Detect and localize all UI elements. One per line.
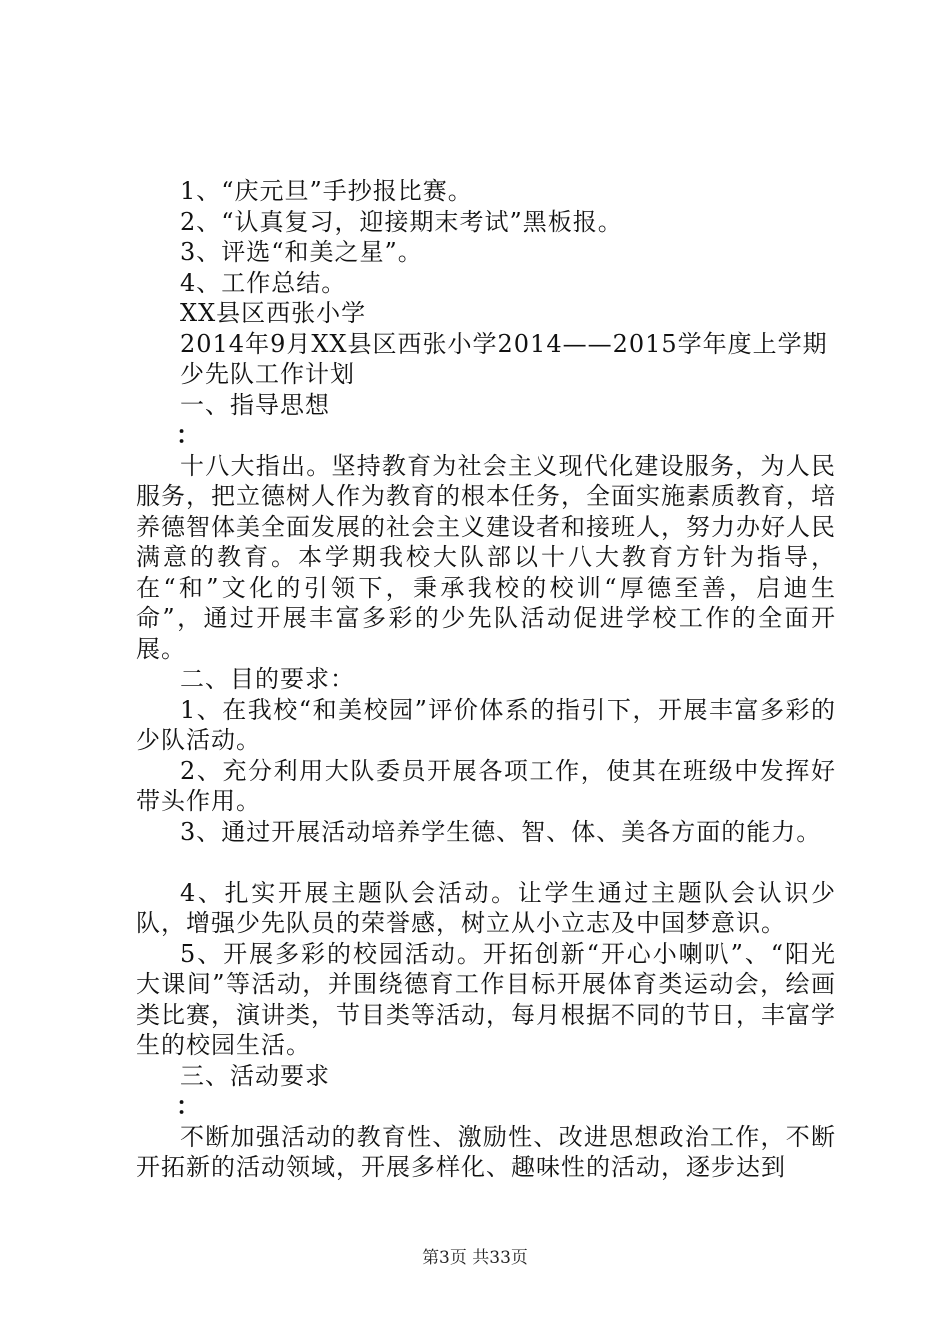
section-heading-3: 三、活动要求	[180, 1061, 330, 1090]
paragraph-guiding-thought: 十八大指出。坚持教育为社会主义现代化建设服务，为人民服务，把立德树人作为教育的根本任务，全面实施素质教育，培养德智体美全面发展的社会主义建设者和接班人，努力办好人民满意的教育。本学期我校大队部以十八大教育方针为指导，在“和”文化的引领下，秉承我校的校训“厚德至善，启迪生命”，通过开展丰富多彩的少先队活动促进学校工作的全面开展。	[136, 451, 836, 663]
paragraph-activity-requirements: 不断加强活动的教育性、激励性、改进思想政治工作，不断开拓新的活动领域，开展多样化、趣味性的活动，逐步达到	[136, 1122, 836, 1181]
date-and-title: 2014年9月XX县区西张小学2014——2015学年度上学期	[180, 329, 828, 358]
list-item-2: 2、“认真复习，迎接期末考试”黑板报。	[180, 207, 623, 236]
list-item-1: 1、“庆元旦”手抄报比赛。	[180, 177, 473, 205]
section-colon-3: ：	[176, 1091, 201, 1120]
page-footer: 第3页 共33页	[422, 1248, 528, 1268]
requirement-item-5: 5、开展多彩的校园活动。开拓创新“开心小喇叭”、“阳光大课间”等活动，并围绕德育工作目标开展体育类运动会，绘画类比赛，演讲类，节目类等活动，每月根据不同的节日，丰富学生的校园生活。	[136, 939, 836, 1059]
blank-line	[136, 847, 836, 878]
list-item-4: 4、工作总结。	[180, 268, 347, 297]
plan-title: 少先队工作计划	[180, 360, 355, 388]
document-body	[136, 176, 836, 1183]
list-item-3: 3、评选“和美之星”。	[180, 238, 423, 266]
requirement-item-4: 4、扎实开展主题队会活动。让学生通过主题队会认识少队，增强少先队员的荣誉感，树立从小立志及中国梦意识。	[136, 878, 836, 937]
school-name: XX县区西张小学	[180, 299, 367, 327]
requirement-item-2: 2、充分利用大队委员开展各项工作，使其在班级中发挥好带头作用。	[136, 756, 836, 815]
section-heading-1: 一、指导思想	[180, 390, 330, 419]
requirement-item-1: 1、在我校“和美校园”评价体系的指引下，开展丰富多彩的少队活动。	[136, 695, 836, 754]
section-colon-1: ：	[176, 420, 201, 449]
section-heading-2: 二、目的要求：	[180, 665, 355, 693]
requirement-item-3: 3、通过开展活动培养学生德、智、体、美各方面的能力。	[180, 817, 822, 846]
